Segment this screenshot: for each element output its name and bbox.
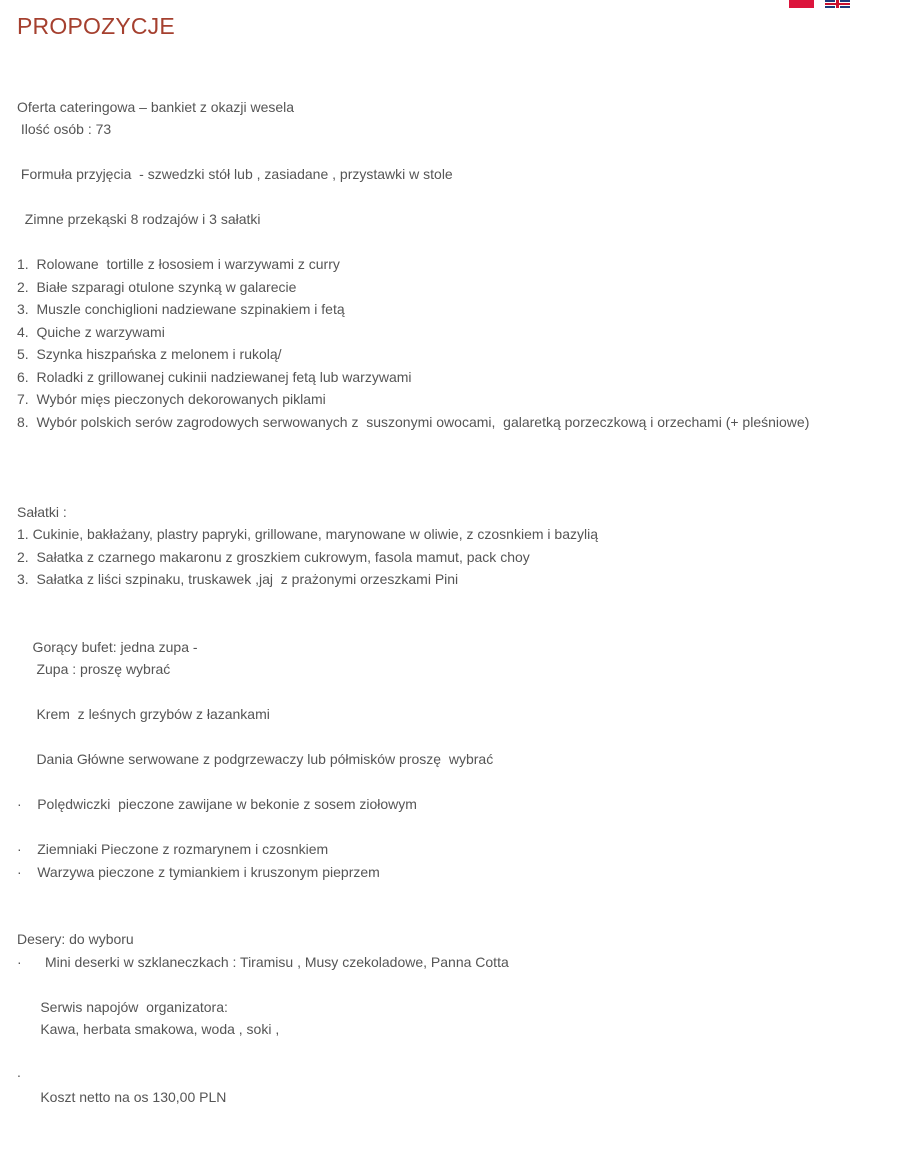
list-item: 7. Wybór mięs pieczonych dekorowanych piklami — [17, 391, 326, 407]
list-item: 6. Roladki z grillowanej cukinii nadziewanej fetą lub warzywami — [17, 369, 412, 385]
offer-intro: Oferta cateringowa – bankiet z okazji wesela — [17, 99, 295, 115]
list-item: 1. Rolowane tortille z łososiem i warzywami z curry — [17, 256, 340, 272]
list-item: · Polędwiczki pieczone zawijane w bekonie z sosem ziołowym — [17, 796, 417, 812]
drinks-heading: Serwis napojów organizatora: — [17, 999, 228, 1015]
guest-count: Ilość osób : 73 — [17, 121, 112, 137]
soup-item: Krem z leśnych grzybów z łazankami — [17, 706, 270, 722]
list-item: 8. Wybór polskich serów zagrodowych serwowanych z suszonymi owocami, galaretką porzeczkową i orzechami (+ pleśniowe) — [17, 414, 810, 430]
list-item: · Mini deserki w szklaneczkach : Tiramisu , Musy czekoladowe, Panna Cotta — [17, 954, 509, 970]
list-item: 4. Quiche z warzywami — [17, 324, 165, 340]
language-switcher — [789, 0, 850, 8]
polish-flag-icon[interactable] — [789, 0, 814, 8]
drinks-list: Kawa, herbata smakowa, woda , soki , — [17, 1021, 280, 1037]
list-item: 5. Szynka hiszpańska z melonem i rukolą/ — [17, 346, 282, 362]
price-per-person: Koszt netto na os 130,00 PLN — [17, 1089, 227, 1105]
separator-dot: . — [17, 1064, 21, 1080]
cold-appetizers-heading: Zimne przekąski 8 rodzajów i 3 sałatki — [17, 211, 261, 227]
salads-heading: Sałatki : — [17, 504, 67, 520]
reception-format: Formuła przyjęcia - szwedzki stół lub , zasiadane , przystawki w stole — [17, 166, 453, 182]
list-item: · Ziemniaki Pieczone z rozmarynem i czosnkiem — [17, 841, 329, 857]
list-item: 1. Cukinie, bakłażany, plastry papryki, grillowane, marynowane w oliwie, z czosnkiem i bazylią — [17, 526, 598, 542]
list-item: 3. Sałatka z liści szpinaku, truskawek ,jaj z prażonymi orzeszkami Pini — [17, 571, 459, 587]
soup-choice: Zupa : proszę wybrać — [17, 661, 171, 677]
hot-buffet-heading: Gorący bufet: jedna zupa - — [17, 639, 198, 655]
desserts-heading: Desery: do wyboru — [17, 931, 134, 947]
english-flag-icon[interactable] — [825, 0, 850, 8]
list-item: 3. Muszle conchiglioni nadziewane szpinakiem i fetą — [17, 301, 345, 317]
main-dishes-heading: Dania Główne serwowane z podgrzewaczy lub półmisków proszę wybrać — [17, 751, 494, 767]
list-item: · Warzywa pieczone z tymiankiem i kruszonym pieprzem — [17, 864, 380, 880]
page-title: PROPOZYCJE — [17, 13, 175, 39]
list-item: 2. Sałatka z czarnego makaronu z groszkiem cukrowym, fasola mamut, pack choy — [17, 549, 530, 565]
list-item: 2. Białe szparagi otulone szynką w galarecie — [17, 279, 297, 295]
